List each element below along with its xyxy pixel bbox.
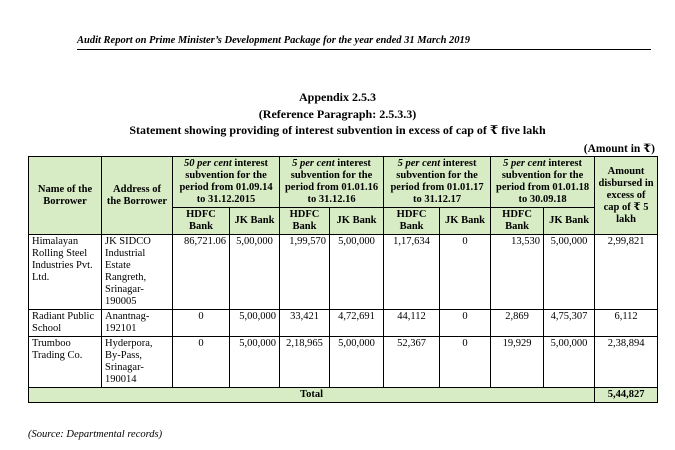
value-cell: 5,00,000 <box>544 337 595 388</box>
col-header-period-4: 5 per cent interest subvention for the period from 01.01.18 to 30.09.18 <box>491 157 595 208</box>
value-cell: 5,00,000 <box>330 337 384 388</box>
sub-header-jk: JK Bank <box>230 208 280 235</box>
value-cell: 0 <box>440 235 491 310</box>
value-cell: 0 <box>440 337 491 388</box>
value-cell: 13,530 <box>491 235 544 310</box>
sub-header-jk: JK Bank <box>330 208 384 235</box>
borrower-name: Trumboo Trading Co. <box>29 337 102 388</box>
table-row <box>29 337 658 388</box>
total-row <box>29 388 658 403</box>
borrower-address: Hyderpora, By-Pass, Srinagar-190014 <box>102 337 173 388</box>
appendix-title: Appendix 2.5.3 <box>298 90 377 104</box>
table-row <box>29 235 658 310</box>
value-cell: 5,00,000 <box>230 235 280 310</box>
amount-cell: 2,99,821 <box>595 235 658 310</box>
value-cell: 52,367 <box>384 337 440 388</box>
value-cell: 2,869 <box>491 310 544 337</box>
amount-cell: 6,112 <box>595 310 658 337</box>
subvention-table <box>28 156 658 403</box>
sub-header-hdfc: HDFC Bank <box>173 208 230 235</box>
amount-unit-note: (Amount in ₹) <box>583 143 655 155</box>
table-row <box>29 310 658 337</box>
value-cell: 1,99,570 <box>280 235 330 310</box>
col-header-borrower: Name of the Borrower <box>29 157 102 235</box>
sub-header-hdfc: HDFC Bank <box>280 208 330 235</box>
value-cell: 4,72,691 <box>330 310 384 337</box>
borrower-name: Radiant Public School <box>29 310 102 337</box>
col-header-period-2: 5 per cent interest subvention for the period from 01.01.16 to 31.12.16 <box>280 157 384 208</box>
borrower-address: Anantnag-192101 <box>102 310 173 337</box>
sub-header-hdfc: HDFC Bank <box>384 208 440 235</box>
amount-cell: 2,38,894 <box>595 337 658 388</box>
value-cell: 5,00,000 <box>230 337 280 388</box>
sub-header-jk: JK Bank <box>544 208 595 235</box>
value-cell: 0 <box>440 310 491 337</box>
borrower-address: JK SIDCO Industrial Estate Rangreth, Srinagar-190005 <box>102 235 173 310</box>
col-header-period-3: 5 per cent interest subvention for the period from 01.01.17 to 31.12.17 <box>384 157 491 208</box>
value-cell: 33,421 <box>280 310 330 337</box>
total-value: 5,44,827 <box>595 388 658 403</box>
total-label: Total <box>29 388 595 403</box>
col-header-period-1: 50 per cent interest subvention for the period from 01.09.14 to 31.12.2015 <box>173 157 280 208</box>
borrower-name: Himalayan Rolling Steel Industries Pvt. Ltd. <box>29 235 102 310</box>
reference-paragraph: (Reference Paragraph: 2.5.3.3) <box>258 107 417 121</box>
statement-title: Statement showing providing of interest subvention in excess of cap of ₹ five lakh <box>129 123 546 137</box>
col-header-amount: Amount disbursed in excess of cap of ₹ 5 lakh <box>595 157 658 235</box>
value-cell: 1,17,634 <box>384 235 440 310</box>
value-cell: 5,00,000 <box>544 235 595 310</box>
value-cell: 0 <box>173 337 230 388</box>
value-cell: 0 <box>173 310 230 337</box>
value-cell: 4,75,307 <box>544 310 595 337</box>
sub-header-hdfc: HDFC Bank <box>491 208 544 235</box>
value-cell: 5,00,000 <box>230 310 280 337</box>
sub-header-jk: JK Bank <box>440 208 491 235</box>
value-cell: 19,929 <box>491 337 544 388</box>
value-cell: 44,112 <box>384 310 440 337</box>
col-header-address: Address of the Borrower <box>102 157 173 235</box>
value-cell: 2,18,965 <box>280 337 330 388</box>
value-cell: 86,721.06 <box>173 235 230 310</box>
source-note: (Source: Departmental records) <box>28 429 163 440</box>
report-header: Audit Report on Prime Minister’s Development Package for the year ended 31 March 2019 <box>77 35 651 50</box>
value-cell: 5,00,000 <box>330 235 384 310</box>
